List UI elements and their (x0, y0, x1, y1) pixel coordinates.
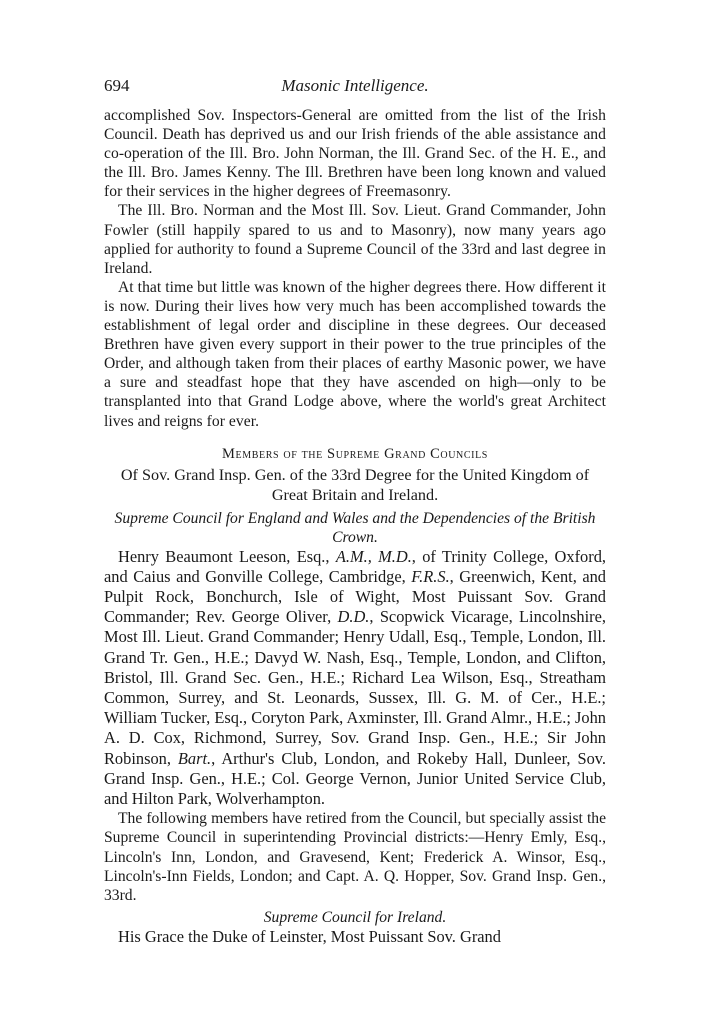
title-bart: Bart. (177, 748, 212, 768)
book-page (104, 76, 606, 947)
members-text-1: Henry Beaumont Leeson, Esq., (118, 546, 336, 566)
ireland-council-roster (104, 927, 606, 947)
running-title: Masonic Intelligence. (281, 76, 429, 95)
degree-am-md: A.M., M.D. (335, 546, 412, 566)
page-number: 694 (104, 76, 130, 95)
ireland-council-members: His Grace the Duke of Leinster, Most Puissant Sov. Grand (118, 927, 501, 947)
england-council-heading: Supreme Council for England and Wales and the Dependencies of the British Crown. (114, 509, 596, 546)
intro-text (104, 106, 606, 431)
retired-members-note: The following members have retired from the Council, but specially assist the Supreme Council in superintending Provincial districts:—Henry Emly, Esq., Lincoln's Inn, London, and Gravesend, Kent; Frederick A. Winsor, Esq., Lincoln's-Inn Fields, London; and Capt. A. Q. Hopper, Sov. Grand Insp. Gen., 33rd. (104, 810, 606, 905)
running-head (104, 76, 606, 106)
england-council-roster (104, 547, 606, 906)
members-section-heading: Members of the Supreme Grand Councils (222, 445, 488, 462)
intro-paragraph-3: At that time but little was known of the higher degrees there. How different it is now. During their lives how very much has been accomplished towards the establishment of legal order and discipline in these degrees. Our deceased Brethren have given every support in their power to the true principles of the Order, and although taken from their places of earthy Masonic power, we have a sure and steadfast hope that they have ascended on high—only to be transplanted into that Grand Lodge above, where the world's great Architect lives and reigns for ever. (104, 278, 606, 430)
members-text-2: , of Trinity College, Oxford, and Caius and Gonville College, Cambridge, (104, 546, 606, 586)
members-section-subheading: Of Sov. Grand Insp. Gen. of the 33rd Degree for the United Kingdom of Great Britain and Ireland. (120, 465, 590, 504)
degree-frs: F.R.S. (411, 566, 450, 586)
members-text-3: , Greenwich, Kent, and Pulpit Rock, Bonchurch, Isle of Wight, Most Puissant Sov. Grand Commander; Rev. George Oliver, (104, 566, 607, 627)
intro-paragraph-2: The Ill. Bro. Norman and the Most Ill. Sov. Lieut. Grand Commander, John Fowler (still happily spared to us and to Masonry), now many years ago applied for authority to found a Supreme Council of the 33rd and last degree in Ireland. (104, 202, 606, 277)
members-text-5: , Arthur's Club, London, and Rokeby Hall, Dunleer, Sov. Grand Insp. Gen., H.E.; Col. George Vernon, Junior United Service Club, and Hilton Park, Wolverhampton. (104, 748, 606, 809)
members-text-4: , Scopwick Vicarage, Lincolnshire, Most Ill. Lieut. Grand Commander; Henry Udall, Esq., Temple, London, Ill. Grand Tr. Gen., H.E.; Davyd W. Nash, Esq., Temple, London, and Clifton, Bristol, Ill. Grand Sec. Gen., H.E.; Richard Lea Wilson, Esq., Streatham Common, Surrey, and St. Leonards, Sussex, Ill. G. M. of Cer., H.E.; William Tucker, Esq., Coryton Park, Axminster, Ill. Grand Almr., H.E.; John A. D. Cox, Richmond, Surrey, Sov. Grand Insp. Gen., H.E.; Sir John Robinson, (104, 607, 606, 768)
england-council-members (104, 547, 606, 810)
degree-dd: D.D. (337, 607, 370, 627)
ireland-council-heading: Supreme Council for Ireland. (263, 909, 447, 927)
intro-paragraph-1: accomplished Sov. Inspectors-General are omitted from the list of the Irish Council. Death has deprived us and our Irish friends of the able assistance and co-operation of the Ill. Bro. John Norman, the Ill. Grand Sec. of the H. E., and the Ill. Bro. James Kenny. The Ill. Brethren have been long known and valued for their services in the higher degrees of Freemasonry. (104, 107, 606, 201)
